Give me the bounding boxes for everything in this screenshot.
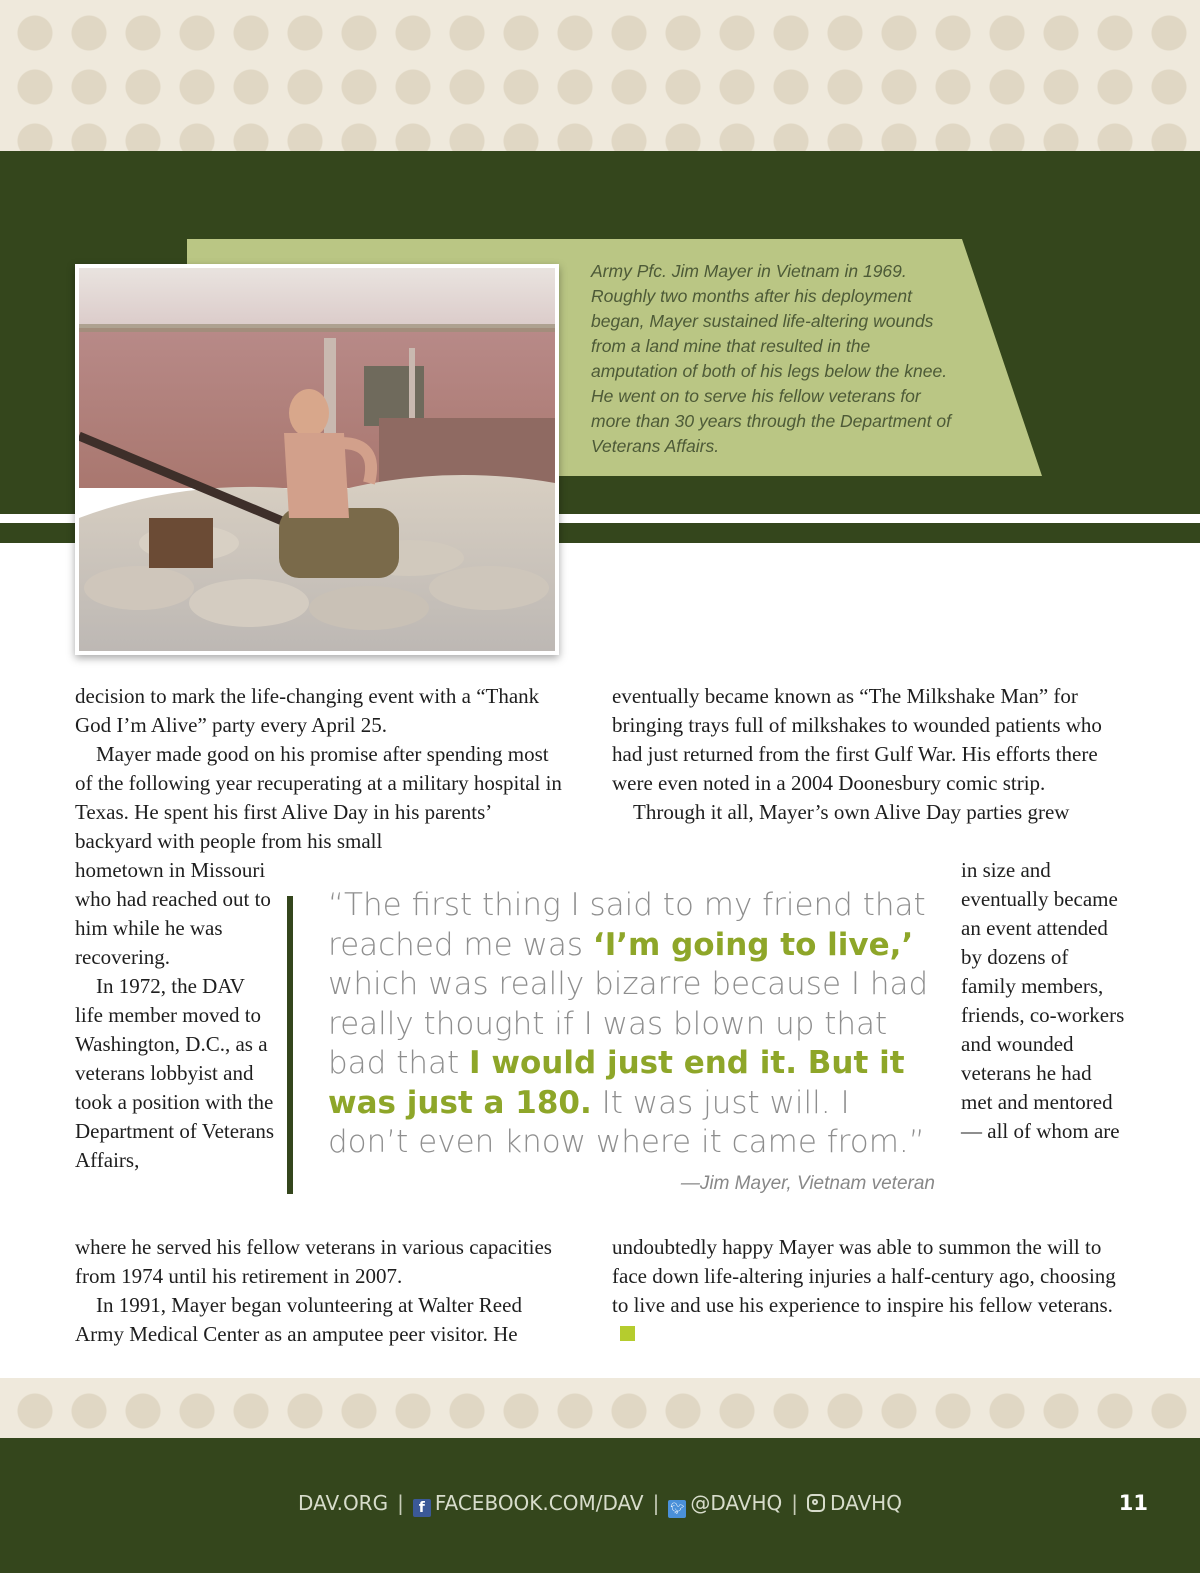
- paragraph: where he served his fellow veterans in various capacities from 1974 until his retirement in 2007.: [75, 1235, 552, 1288]
- end-of-story-mark: [620, 1326, 635, 1341]
- page-number: 11: [1118, 1491, 1148, 1515]
- footer-twitter-link[interactable]: @DAVHQ: [690, 1491, 783, 1515]
- instagram-icon: [807, 1494, 825, 1512]
- quote-text: It was just will. I don’t even know where it came from.”: [328, 1084, 925, 1160]
- paragraph: Mayer made good on his promise after spending most of the following year recuperating at a military hospital in Texas. He spent his first Alive Day in his parents’ backyard with people from his small: [75, 742, 562, 853]
- paragraph: [612, 1233, 1132, 1349]
- article-column-right-wrap: [961, 856, 1126, 1146]
- quote-highlight: I would just end it. But it was just a 180.: [328, 1045, 905, 1121]
- paragraph: In 1972, the DAV life member moved to Washington, D.C., as a veterans lobbyist and took a position with the Department of Veterans Affairs,: [75, 974, 275, 1172]
- photo-caption: Army Pfc. Jim Mayer in Vietnam in 1969. Roughly two months after his deployment began, Mayer sustained life-altering wounds from a land mine that resulted in the amputation of both of his legs below the knee. He went on to serve his fellow veterans for more than 30 years through the Department of Veterans Affairs.: [591, 261, 951, 456]
- quote-text: which was really bizarre because I had really thought if I was blown up that bad that: [328, 966, 929, 1081]
- article-column-left-wrap: [75, 856, 275, 1175]
- footer-site-link[interactable]: DAV.ORG: [298, 1491, 389, 1515]
- footer-facebook-link[interactable]: FACEBOOK.COM/DAV: [434, 1491, 644, 1515]
- paragraph: in size and eventually became an event attended by dozens of family members, friends, co-workers and wounded veterans he had met and mentored— all of whom are: [961, 858, 1125, 1143]
- article-column-left: [75, 682, 570, 856]
- footer-separator: |: [397, 1491, 404, 1515]
- paragraph: decision to mark the life-changing event with a “Thank God I’m Alive” party every April 25.: [75, 684, 540, 737]
- article-column-right-lower: [612, 1233, 1132, 1349]
- article-column-right: [612, 682, 1132, 827]
- footer-separator: |: [652, 1491, 660, 1515]
- paragraph: In 1991, Mayer began volunteering at Walter Reed Army Medical Center as an amputee peer visitor. He: [75, 1293, 522, 1346]
- vietnam-photo: [79, 268, 555, 651]
- footer-separator: |: [791, 1491, 799, 1515]
- article-column-left-lower: [75, 1233, 575, 1349]
- quote-text: “The first thing I said to my friend that reached me was: [328, 887, 926, 963]
- bottom-texture-band: [0, 1378, 1200, 1438]
- facebook-icon: f: [413, 1499, 431, 1517]
- footer-links: [0, 1491, 1200, 1518]
- pull-quote: [328, 886, 938, 1163]
- pull-quote-bar: [287, 896, 293, 1194]
- closing-sentence: undoubtedly happy Mayer was able to summon the will to face down life-altering injuries a half-century ago, choosing to live and use his experience to inspire his fellow veterans.: [612, 1235, 1116, 1317]
- paragraph: eventually became known as “The Milkshake Man” for bringing trays full of milkshakes to wounded patients who had just returned from the first Gulf War. His efforts there were even noted in a 2004 Doonesbury comic strip.: [612, 684, 1102, 795]
- top-texture-band: [0, 0, 1200, 151]
- paragraph: Through it all, Mayer’s own Alive Day parties grew: [633, 800, 1070, 824]
- photo-frame: [75, 264, 559, 655]
- quote-attribution: —Jim Mayer, Vietnam veteran: [680, 1173, 935, 1194]
- quote-highlight: ‘I’m going to live,’: [592, 926, 914, 963]
- footer-instagram-link[interactable]: DAVHQ: [830, 1491, 902, 1515]
- paragraph: hometown in Missouri who had reached out to him while he was recovering.: [75, 858, 271, 969]
- twitter-icon: 🐦︎: [668, 1500, 686, 1518]
